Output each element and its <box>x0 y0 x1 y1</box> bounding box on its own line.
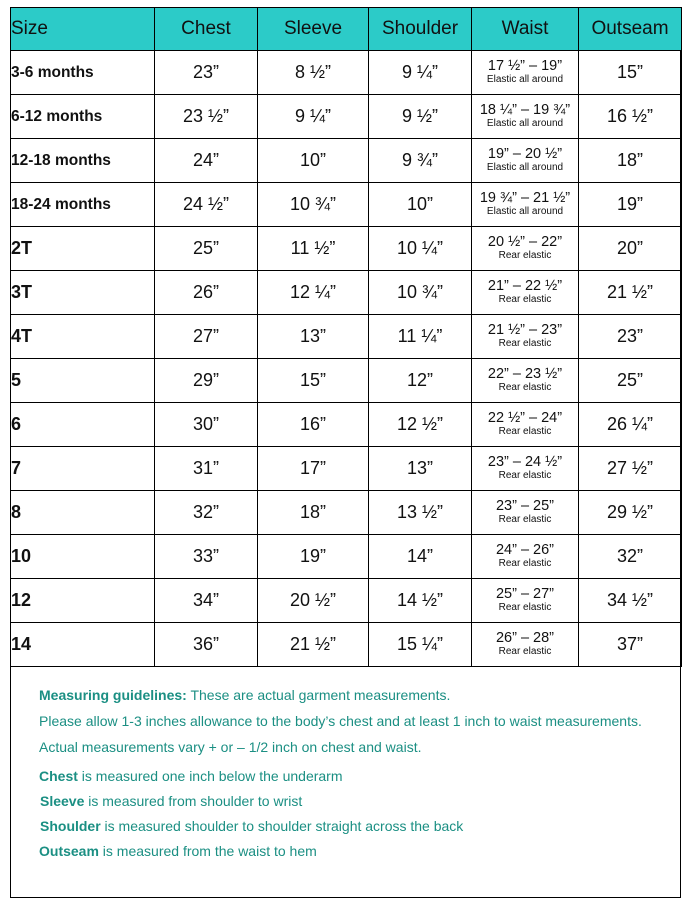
cell-size: 2T <box>11 227 155 271</box>
cell-outseam: 37” <box>579 623 682 667</box>
table-row <box>11 315 682 359</box>
cell-shoulder: 13 ½” <box>369 491 472 535</box>
cell-size: 18-24 months <box>11 183 155 227</box>
cell-size: 7 <box>11 447 155 491</box>
cell-waist <box>472 51 579 95</box>
cell-outseam: 25” <box>579 359 682 403</box>
table-row <box>11 51 682 95</box>
cell-chest: 36” <box>155 623 258 667</box>
note-outseam-label: Outseam <box>39 843 99 859</box>
cell-outseam: 19” <box>579 183 682 227</box>
cell-sleeve: 16” <box>258 403 369 447</box>
waist-range: 17 ½” – 19” <box>487 58 563 75</box>
waist-range: 25” – 27” <box>495 586 555 603</box>
cell-sleeve: 10” <box>258 139 369 183</box>
cell-chest: 31” <box>155 447 258 491</box>
cell-chest: 24” <box>155 139 258 183</box>
cell-chest: 32” <box>155 491 258 535</box>
cell-sleeve: 9 ¼” <box>258 95 369 139</box>
cell-shoulder: 9 ¾” <box>369 139 472 183</box>
cell-waist <box>472 491 579 535</box>
cell-size: 3T <box>11 271 155 315</box>
cell-waist <box>472 271 579 315</box>
waist-note: Elastic all around <box>486 162 564 174</box>
cell-waist <box>472 139 579 183</box>
cell-outseam: 20” <box>579 227 682 271</box>
waist-note: Rear elastic <box>498 646 552 658</box>
cell-shoulder: 12” <box>369 359 472 403</box>
waist-range: 26” – 28” <box>495 630 555 647</box>
cell-size: 8 <box>11 491 155 535</box>
cell-chest: 24 ½” <box>155 183 258 227</box>
cell-waist <box>472 579 579 623</box>
cell-chest: 34” <box>155 579 258 623</box>
note-guidelines-label: Measuring guidelines: <box>39 687 187 703</box>
note-variance: Actual measurements vary + or – 1/2 inch on chest and waist. <box>39 739 422 755</box>
waist-note: Rear elastic <box>498 338 552 350</box>
table-row <box>11 535 682 579</box>
cell-sleeve: 11 ½” <box>258 227 369 271</box>
cell-chest: 23” <box>155 51 258 95</box>
note-chest-label: Chest <box>39 768 78 784</box>
note-sleeve: Sleeve is measured from shoulder to wrist <box>40 793 303 809</box>
table-row <box>11 95 682 139</box>
table-row <box>11 491 682 535</box>
cell-shoulder: 15 ¼” <box>369 623 472 667</box>
waist-range: 19” – 20 ½” <box>487 146 563 163</box>
cell-sleeve: 19” <box>258 535 369 579</box>
waist-note: Rear elastic <box>498 382 552 394</box>
cell-waist <box>472 447 579 491</box>
waist-note: Rear elastic <box>498 426 552 438</box>
cell-outseam: 23” <box>579 315 682 359</box>
cell-size: 14 <box>11 623 155 667</box>
waist-note: Elastic all around <box>486 118 564 130</box>
cell-waist <box>472 227 579 271</box>
cell-chest: 25” <box>155 227 258 271</box>
table-row <box>11 139 682 183</box>
cell-size: 6-12 months <box>11 95 155 139</box>
cell-size: 12-18 months <box>11 139 155 183</box>
waist-range: 18 ¼” – 19 ¾” <box>479 102 571 119</box>
table-row <box>11 403 682 447</box>
note-shoulder-label: Shoulder <box>40 818 101 834</box>
cell-waist <box>472 535 579 579</box>
size-chart-table <box>10 7 682 667</box>
cell-chest: 33” <box>155 535 258 579</box>
cell-outseam: 16 ½” <box>579 95 682 139</box>
table-row <box>11 623 682 667</box>
cell-sleeve: 17” <box>258 447 369 491</box>
cell-shoulder: 11 ¼” <box>369 315 472 359</box>
header-sleeve: Sleeve <box>258 8 369 51</box>
cell-shoulder: 14 ½” <box>369 579 472 623</box>
cell-outseam: 34 ½” <box>579 579 682 623</box>
cell-outseam: 32” <box>579 535 682 579</box>
cell-shoulder: 10 ¼” <box>369 227 472 271</box>
cell-chest: 27” <box>155 315 258 359</box>
cell-outseam: 15” <box>579 51 682 95</box>
table-row <box>11 271 682 315</box>
header-size: Size <box>11 8 155 51</box>
note-allowance: Please allow 1-3 inches allowance to the body’s chest and at least 1 inch to waist measurements. <box>39 713 642 729</box>
note-guidelines: Measuring guidelines: These are actual garment measurements. <box>39 687 451 703</box>
cell-sleeve: 13” <box>258 315 369 359</box>
waist-range: 21 ½” – 23” <box>487 322 563 339</box>
table-row <box>11 359 682 403</box>
waist-range: 22 ½” – 24” <box>487 410 563 427</box>
cell-sleeve: 18” <box>258 491 369 535</box>
waist-range: 21” – 22 ½” <box>487 278 563 295</box>
cell-chest: 23 ½” <box>155 95 258 139</box>
note-sleeve-label: Sleeve <box>40 793 85 809</box>
waist-note: Rear elastic <box>498 514 552 526</box>
cell-chest: 26” <box>155 271 258 315</box>
cell-chest: 29” <box>155 359 258 403</box>
table-row <box>11 227 682 271</box>
waist-range: 24” – 26” <box>495 542 555 559</box>
header-waist: Waist <box>472 8 579 51</box>
cell-shoulder: 10 ¾” <box>369 271 472 315</box>
cell-waist <box>472 623 579 667</box>
cell-waist <box>472 183 579 227</box>
cell-shoulder: 10” <box>369 183 472 227</box>
cell-size: 12 <box>11 579 155 623</box>
header-shoulder: Shoulder <box>369 8 472 51</box>
cell-size: 4T <box>11 315 155 359</box>
cell-outseam: 26 ¼” <box>579 403 682 447</box>
waist-range: 23” – 24 ½” <box>487 454 563 471</box>
cell-waist <box>472 359 579 403</box>
cell-sleeve: 12 ¼” <box>258 271 369 315</box>
waist-note: Elastic all around <box>486 206 564 218</box>
cell-waist <box>472 403 579 447</box>
cell-sleeve: 15” <box>258 359 369 403</box>
waist-range: 20 ½” – 22” <box>487 234 563 251</box>
waist-note: Rear elastic <box>498 602 552 614</box>
cell-outseam: 27 ½” <box>579 447 682 491</box>
note-outseam: Outseam is measured from the waist to hem <box>39 843 317 859</box>
waist-note: Elastic all around <box>486 74 564 86</box>
cell-sleeve: 10 ¾” <box>258 183 369 227</box>
cell-size: 10 <box>11 535 155 579</box>
note-shoulder: Shoulder is measured shoulder to shoulder straight across the back <box>40 818 464 834</box>
cell-waist <box>472 315 579 359</box>
cell-sleeve: 21 ½” <box>258 623 369 667</box>
waist-range: 22” – 23 ½” <box>487 366 563 383</box>
cell-size: 3-6 months <box>11 51 155 95</box>
cell-sleeve: 8 ½” <box>258 51 369 95</box>
table-row <box>11 579 682 623</box>
cell-outseam: 21 ½” <box>579 271 682 315</box>
cell-size: 5 <box>11 359 155 403</box>
cell-shoulder: 12 ½” <box>369 403 472 447</box>
cell-outseam: 18” <box>579 139 682 183</box>
waist-note: Rear elastic <box>498 558 552 570</box>
waist-range: 23” – 25” <box>495 498 555 515</box>
cell-chest: 30” <box>155 403 258 447</box>
cell-size: 6 <box>11 403 155 447</box>
header-outseam: Outseam <box>579 8 682 51</box>
cell-outseam: 29 ½” <box>579 491 682 535</box>
cell-shoulder: 9 ½” <box>369 95 472 139</box>
cell-shoulder: 13” <box>369 447 472 491</box>
note-chest: Chest is measured one inch below the underarm <box>39 768 343 784</box>
table-row <box>11 447 682 491</box>
waist-note: Rear elastic <box>498 294 552 306</box>
cell-shoulder: 9 ¼” <box>369 51 472 95</box>
waist-note: Rear elastic <box>498 250 552 262</box>
cell-waist <box>472 95 579 139</box>
header-row <box>11 8 682 51</box>
header-chest: Chest <box>155 8 258 51</box>
cell-shoulder: 14” <box>369 535 472 579</box>
cell-sleeve: 20 ½” <box>258 579 369 623</box>
waist-range: 19 ¾” – 21 ½” <box>479 190 571 207</box>
table-row <box>11 183 682 227</box>
waist-note: Rear elastic <box>498 470 552 482</box>
